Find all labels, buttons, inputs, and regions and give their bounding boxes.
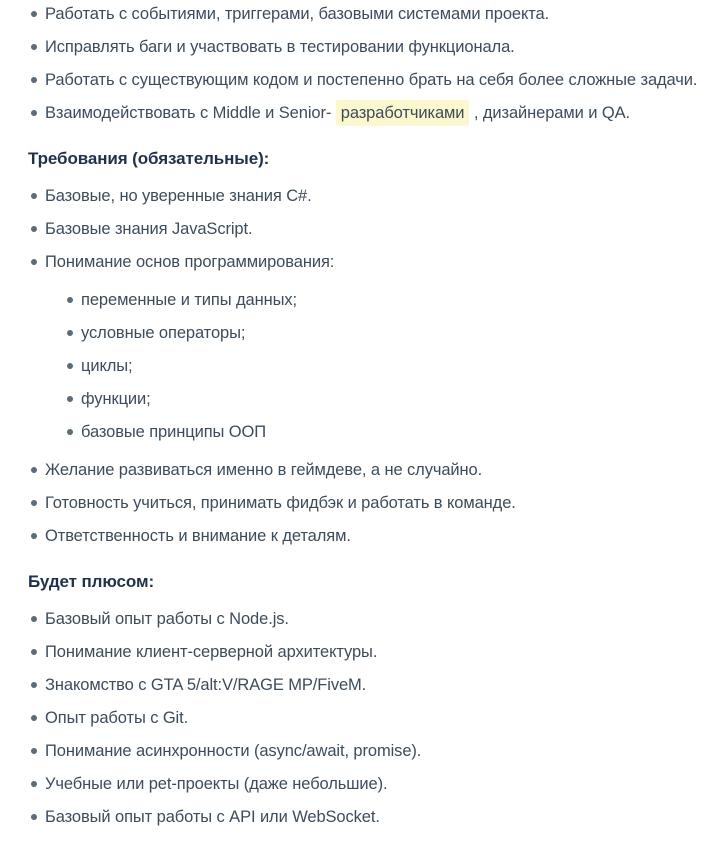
bullet-icon: [31, 44, 37, 50]
list-item: [28, 737, 714, 765]
list-item-text: Понимание асинхронности (async/await, promise).: [45, 742, 422, 760]
list-item-text: Опыт работы с Git.: [45, 709, 189, 727]
list-item: [28, 248, 714, 446]
list-item: [28, 704, 714, 732]
section-heading-requirements: Требования (обязательные):: [28, 149, 270, 168]
list-item-text: Понимание клиент-серверной архитектуры.: [45, 643, 378, 661]
list-item: [28, 0, 714, 28]
list-item-text: базовые принципы ООП: [81, 423, 267, 441]
list-item-text: Понимание основ программирования:: [45, 253, 335, 271]
highlighted-text: разработчиками: [336, 100, 470, 126]
text-before-highlight: Взаимодействовать с Middle и Senior-: [45, 104, 336, 122]
list-item-text: Базовые, но уверенные знания C#.: [45, 187, 312, 205]
bullet-icon: [67, 363, 73, 369]
list-item-text: Базовые знания JavaScript.: [45, 220, 253, 238]
requirements-list: [28, 182, 714, 550]
list-item: [28, 66, 714, 94]
list-item-text: Работать с событиями, триггерами, базовыми системами проекта.: [45, 5, 550, 23]
bullet-icon: [31, 682, 37, 688]
list-item: [28, 803, 714, 831]
list-item-text: переменные и типы данных;: [81, 291, 298, 309]
bullet-icon: [31, 533, 37, 539]
list-item-text: Учебные или pet-проекты (даже небольшие).: [45, 775, 388, 793]
section-heading-nice-to-have: Будет плюсом:: [28, 572, 155, 591]
nice-to-have-list: [28, 605, 714, 831]
list-item-text: [45, 100, 630, 126]
list-item: [28, 215, 714, 243]
list-item: [28, 522, 714, 550]
list-item: [28, 638, 714, 666]
list-item: [28, 33, 714, 61]
list-item-text: Работать с существующим кодом и постепенно брать на себя более сложные задачи.: [45, 71, 698, 89]
bullet-icon: [31, 500, 37, 506]
bullet-icon: [31, 781, 37, 787]
programming-basics-sublist: [64, 286, 714, 446]
bullet-icon: [31, 77, 37, 83]
bullet-icon: [67, 396, 73, 402]
text-after-highlight: , дизайнерами и QA.: [469, 104, 630, 122]
list-item: [28, 605, 714, 633]
responsibilities-list: [28, 0, 714, 127]
list-item-text: циклы;: [81, 357, 133, 375]
list-item-text: Базовый опыт работы с Node.js.: [45, 610, 289, 628]
list-item-text: Ответственность и внимание к деталям.: [45, 527, 351, 545]
bullet-icon: [31, 616, 37, 622]
bullet-icon: [67, 429, 73, 435]
list-item-text: Исправлять баги и участвовать в тестировании функционала.: [45, 38, 515, 56]
list-item: [28, 182, 714, 210]
list-item: [64, 286, 714, 314]
list-item-text: Готовность учиться, принимать фидбэк и работать в команде.: [45, 494, 516, 512]
bullet-icon: [31, 748, 37, 754]
bullet-icon: [31, 110, 37, 116]
list-item-text: Базовый опыт работы с API или WebSocket.: [45, 808, 380, 826]
list-item: [64, 385, 714, 413]
list-item: [28, 99, 714, 127]
bullet-icon: [31, 193, 37, 199]
bullet-icon: [67, 330, 73, 336]
list-item: [64, 418, 714, 446]
list-item: [28, 671, 714, 699]
list-item-text: условные операторы;: [81, 324, 246, 342]
list-item-text: Желание развиваться именно в геймдеве, а не случайно.: [45, 461, 483, 479]
bullet-icon: [31, 715, 37, 721]
list-item: [64, 352, 714, 380]
list-item-text: функции;: [81, 390, 151, 408]
bullet-icon: [31, 11, 37, 17]
list-item: [28, 770, 714, 798]
list-item-text: Знакомство с GTA 5/alt:V/RAGE MP/FiveM.: [45, 676, 367, 694]
bullet-icon: [31, 259, 37, 265]
bullet-icon: [31, 814, 37, 820]
list-item: [64, 319, 714, 347]
list-item: [28, 456, 714, 484]
bullet-icon: [31, 226, 37, 232]
bullet-icon: [67, 297, 73, 303]
bullet-icon: [31, 467, 37, 473]
list-item: [28, 489, 714, 517]
bullet-icon: [31, 649, 37, 655]
